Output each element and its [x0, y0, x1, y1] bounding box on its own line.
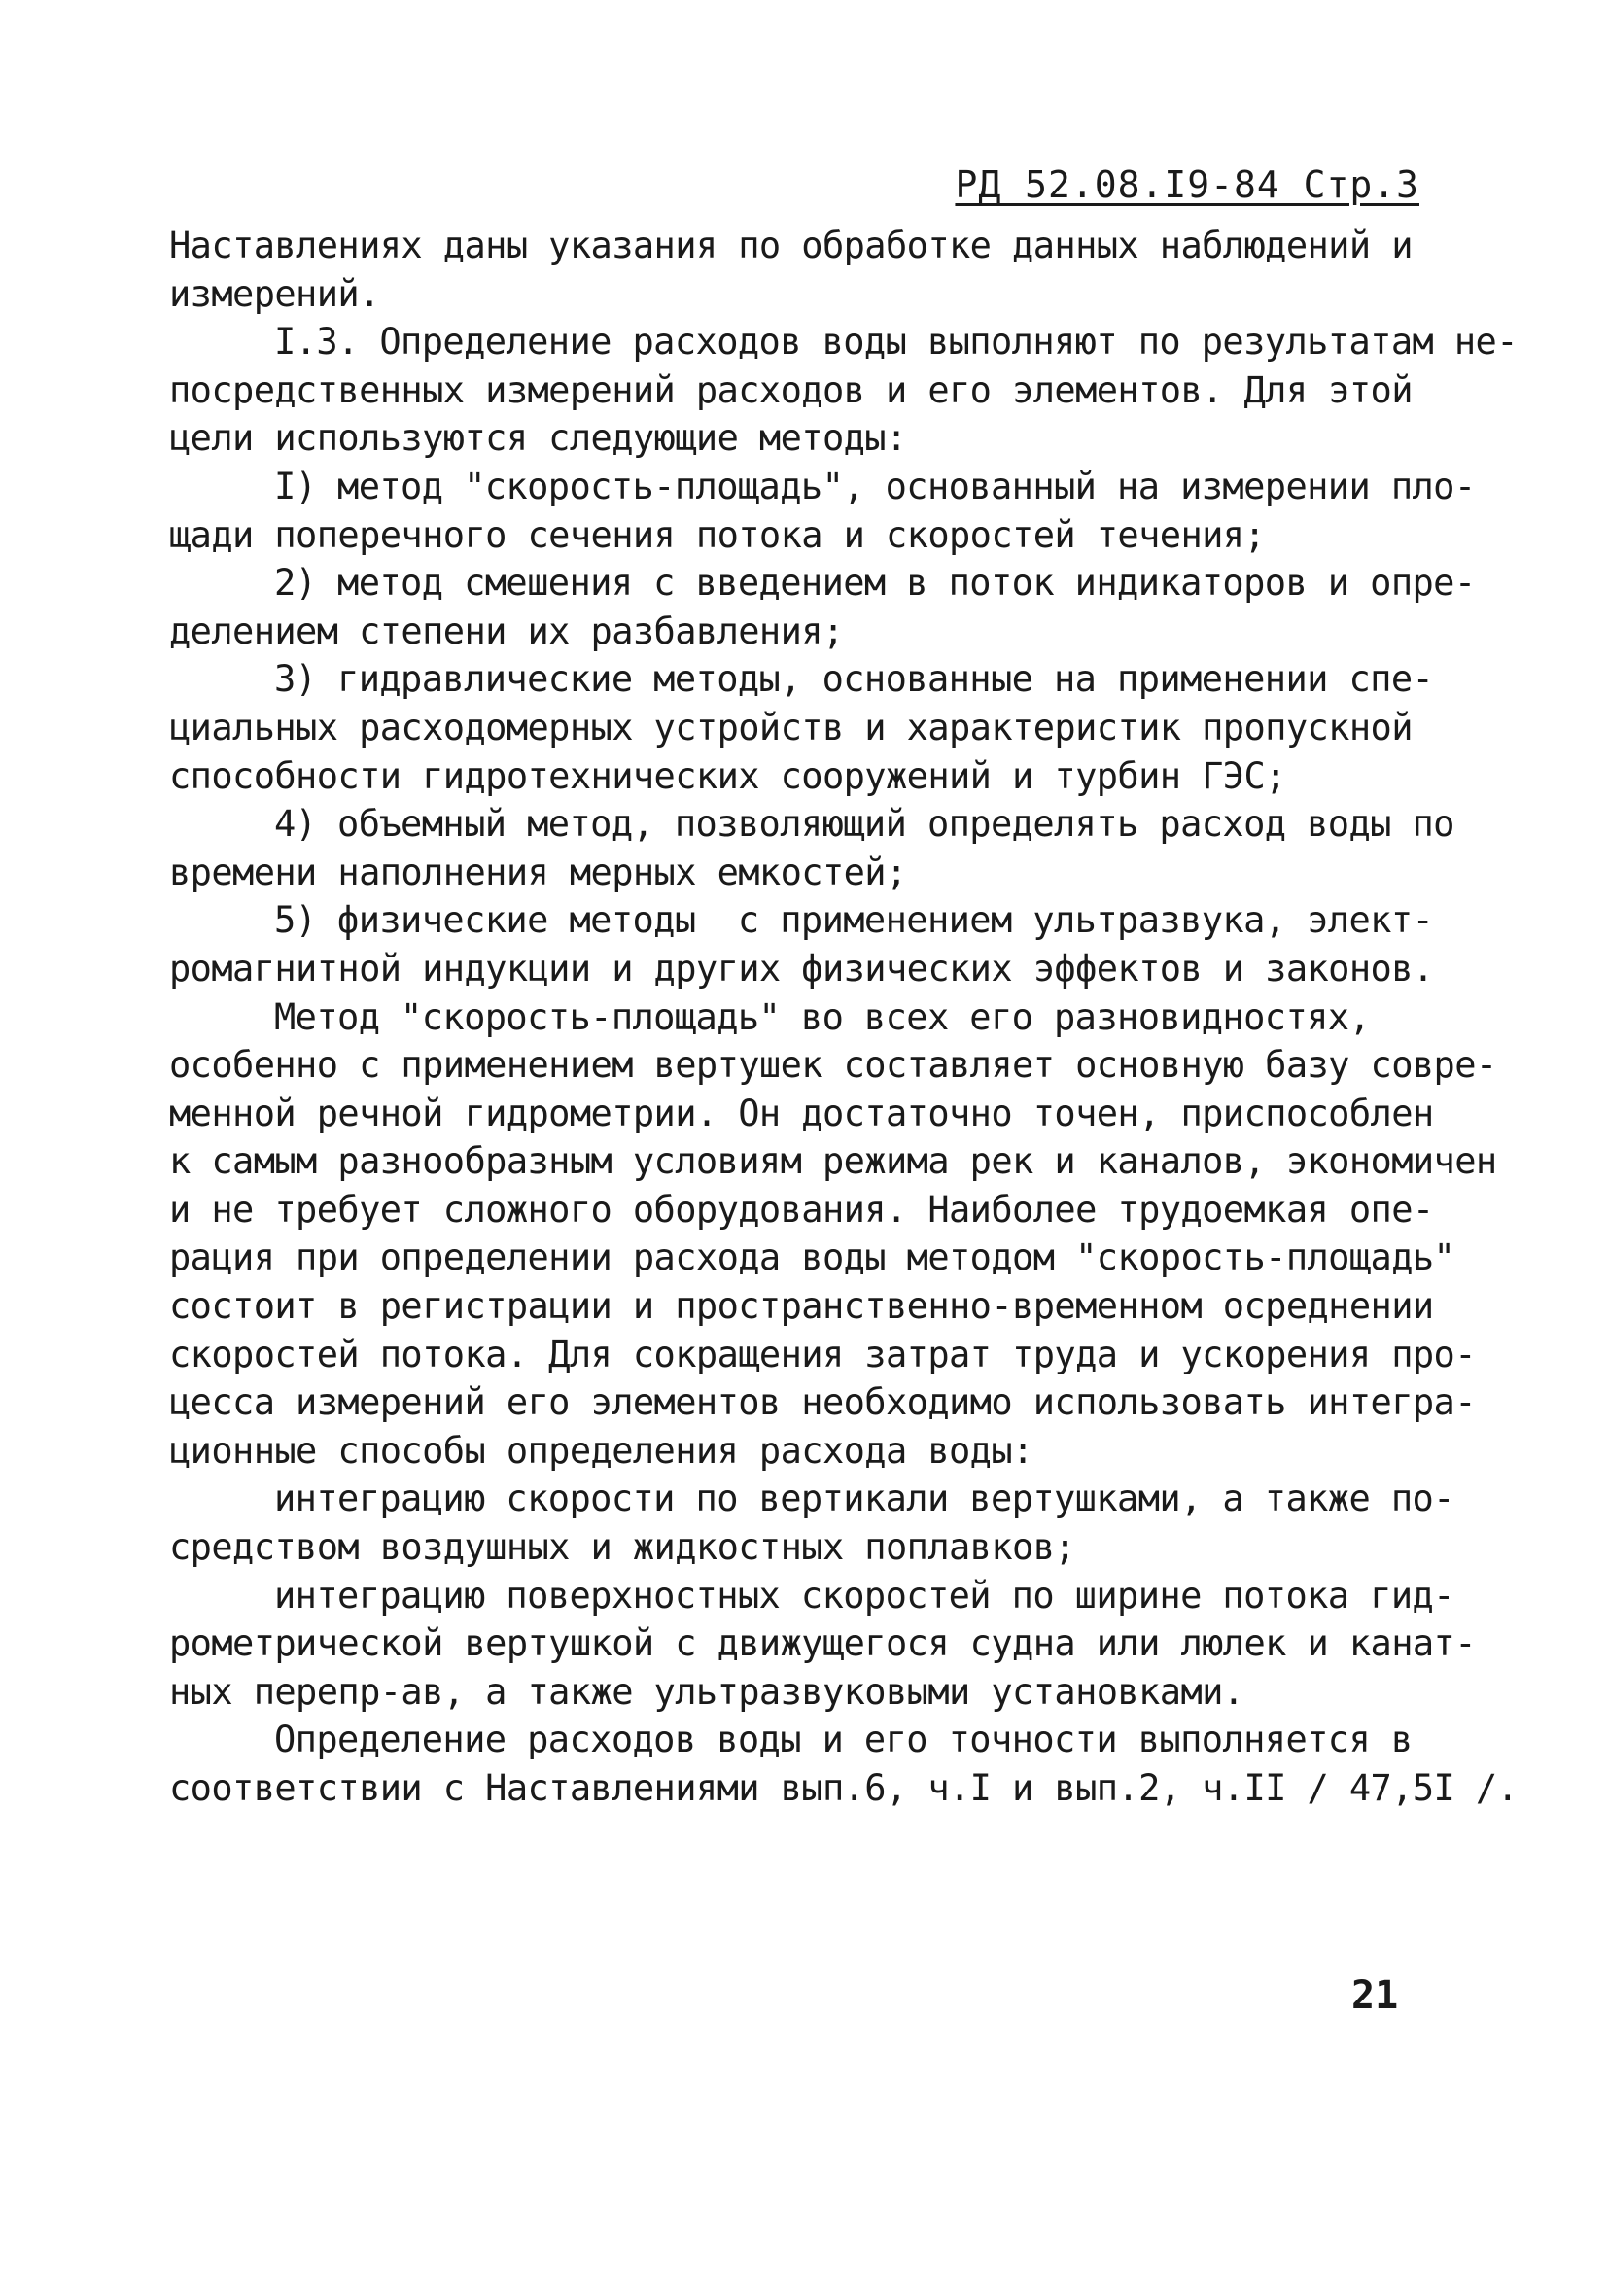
text-line: скоростей потока. Для сокращения затрат труда и ускорения про-	[169, 1333, 1476, 1375]
text-line: Метод "скорость-площадь" во всех его разновидностях,	[274, 995, 1371, 1038]
text-line: посредственных измерений расходов и его элементов. Для этой	[169, 368, 1413, 411]
text-line: ромагнитной индукции и других физических эффектов и законов.	[169, 947, 1434, 990]
text-line: состоит в регистрации и пространственно-временном осреднении	[169, 1285, 1434, 1328]
text-line: 2) метод смешения с введением в поток индикаторов и опре-	[274, 562, 1476, 605]
text-line: цесса измерений его элементов необходимо использовать интегра-	[169, 1381, 1476, 1424]
text-line: и не требует сложного оборудования. Наиболее трудоемкая опе-	[169, 1188, 1434, 1231]
text-line: рометрической вертушкой с движущегося судна или люлек и канат-	[169, 1622, 1476, 1665]
text-line: делением степени их разбавления;	[169, 609, 844, 652]
text-line: рация при определении расхода воды методом "скорость-площадь"	[169, 1236, 1455, 1279]
text-line: I.3. Определение расходов воды выполняют по результатам не-	[274, 321, 1518, 364]
document-body	[169, 222, 1519, 1813]
text-line: цели используются следующие методы:	[169, 417, 907, 460]
page-number: 21	[1351, 1973, 1399, 2018]
document-header: РД 52.08.I9-84 Стр.3	[955, 163, 1419, 206]
text-line: ционные способы определения расхода воды:	[169, 1429, 1033, 1472]
text-line: щади поперечного сечения потока и скоростей течения;	[169, 513, 1266, 556]
text-line: I) метод "скорость-площадь", основанный на измерении пло-	[274, 465, 1476, 507]
text-line: соответствии с Наставлениями вып.6, ч.I и вып.2, ч.II / 47,5I /.	[169, 1767, 1519, 1809]
text-line: Определение расходов воды и его точности выполняется в	[274, 1719, 1413, 1761]
text-line: 5) физические методы с применением ультразвука, элект-	[274, 899, 1434, 942]
text-line: ных перепр-ав, а также ультразвуковыми установками.	[169, 1670, 1244, 1713]
text-line: менной речной гидрометрии. Он достаточно точен, приспособлен	[169, 1092, 1434, 1134]
text-line: интеграцию скорости по вертикали вертушками, а также по-	[274, 1478, 1454, 1520]
text-line: интеграцию поверхностных скоростей по ширине потока гид-	[274, 1574, 1454, 1617]
text-line: особенно с применением вертушек составляет основную базу совре-	[169, 1044, 1497, 1087]
text-line: циальных расходомерных устройств и характеристик пропускной	[169, 706, 1413, 748]
text-line: 4) объемный метод, позволяющий определять расход воды по	[274, 803, 1454, 846]
text-line: к самым разнообразным условиям режима рек и каналов, экономичен	[169, 1140, 1497, 1183]
text-line: измерений.	[169, 272, 380, 315]
text-line: времени наполнения мерных емкостей;	[169, 851, 907, 893]
text-line: способности гидротехнических сооружений и турбин ГЭС;	[169, 754, 1286, 797]
text-line: Наставлениях даны указания по обработке данных наблюдений и	[169, 225, 1413, 266]
text-line: 3) гидравлические методы, основанные на применении спе-	[274, 658, 1434, 701]
text-line: средством воздушных и жидкостных поплавков;	[169, 1526, 1076, 1569]
